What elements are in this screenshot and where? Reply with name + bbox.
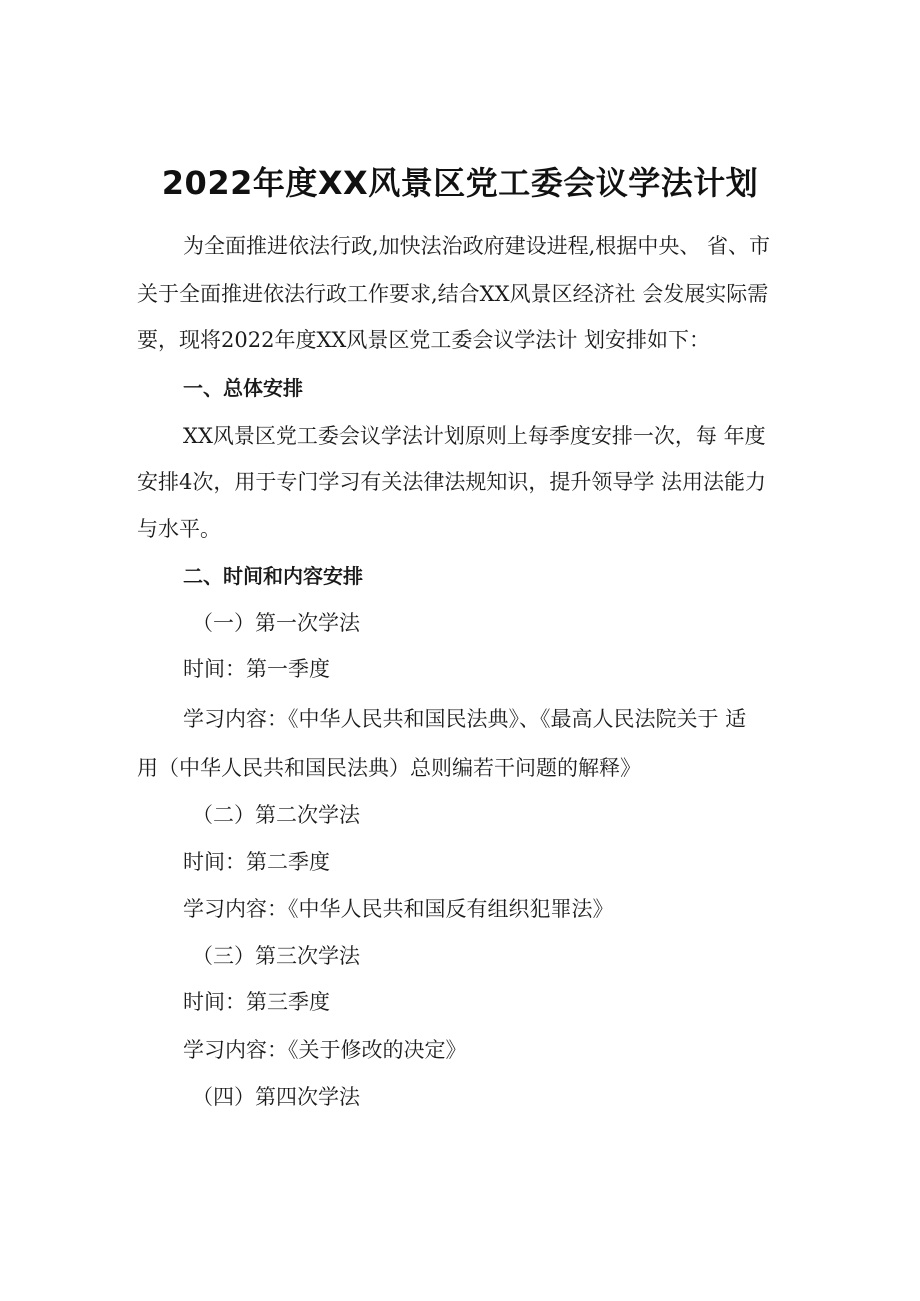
item-2-time: 时间：第二季度 xyxy=(183,850,330,874)
intro-line-2: 关于全面推进依法行政工作要求,结合XX风景区经济社 会发展实际需 xyxy=(137,282,769,306)
item-1-label: （一）第一次学法 xyxy=(192,611,360,635)
section-1-line-2: 安排4次，用于专门学习有关法律法规知识，提升领导学 法用法能力 xyxy=(137,470,767,494)
section-1-line-1: XX风景区党工委会议学法计划原则上每季度安排一次，每 年度 xyxy=(183,424,766,448)
section-1-heading: 一、总体安排 xyxy=(183,376,303,400)
section-2-heading: 二、时间和内容安排 xyxy=(183,564,363,588)
item-1-time: 时间：第一季度 xyxy=(183,657,330,681)
item-1-content-line-1: 学习内容：《中华人民共和国民法典》、《最高人民法院关于 适 xyxy=(183,707,747,731)
item-2-label: （二）第二次学法 xyxy=(192,803,360,827)
item-3-label: （三）第三次学法 xyxy=(192,944,360,968)
intro-line-1: 为全面推进依法行政,加快法治政府建设进程,根据中央、 省、市 xyxy=(183,234,771,258)
item-3-time: 时间：第三季度 xyxy=(183,990,330,1014)
item-4-label: （四）第四次学法 xyxy=(192,1085,360,1109)
item-2-content: 学习内容：《中华人民共和国反有组织犯罪法》 xyxy=(183,897,614,921)
item-3-content: 学习内容：《关于修改的决定》 xyxy=(183,1038,467,1062)
item-1-content-line-2: 用（中华人民共和国民法典）总则编若干问题的解释》 xyxy=(137,756,641,780)
intro-line-3: 要，现将2022年度XX风景区党工委会议学法计 划安排如下： xyxy=(137,328,711,352)
section-1-line-3: 与水平。 xyxy=(137,517,221,541)
document-title: 2022年度XX风景区党工委会议学法计划 xyxy=(161,164,759,202)
